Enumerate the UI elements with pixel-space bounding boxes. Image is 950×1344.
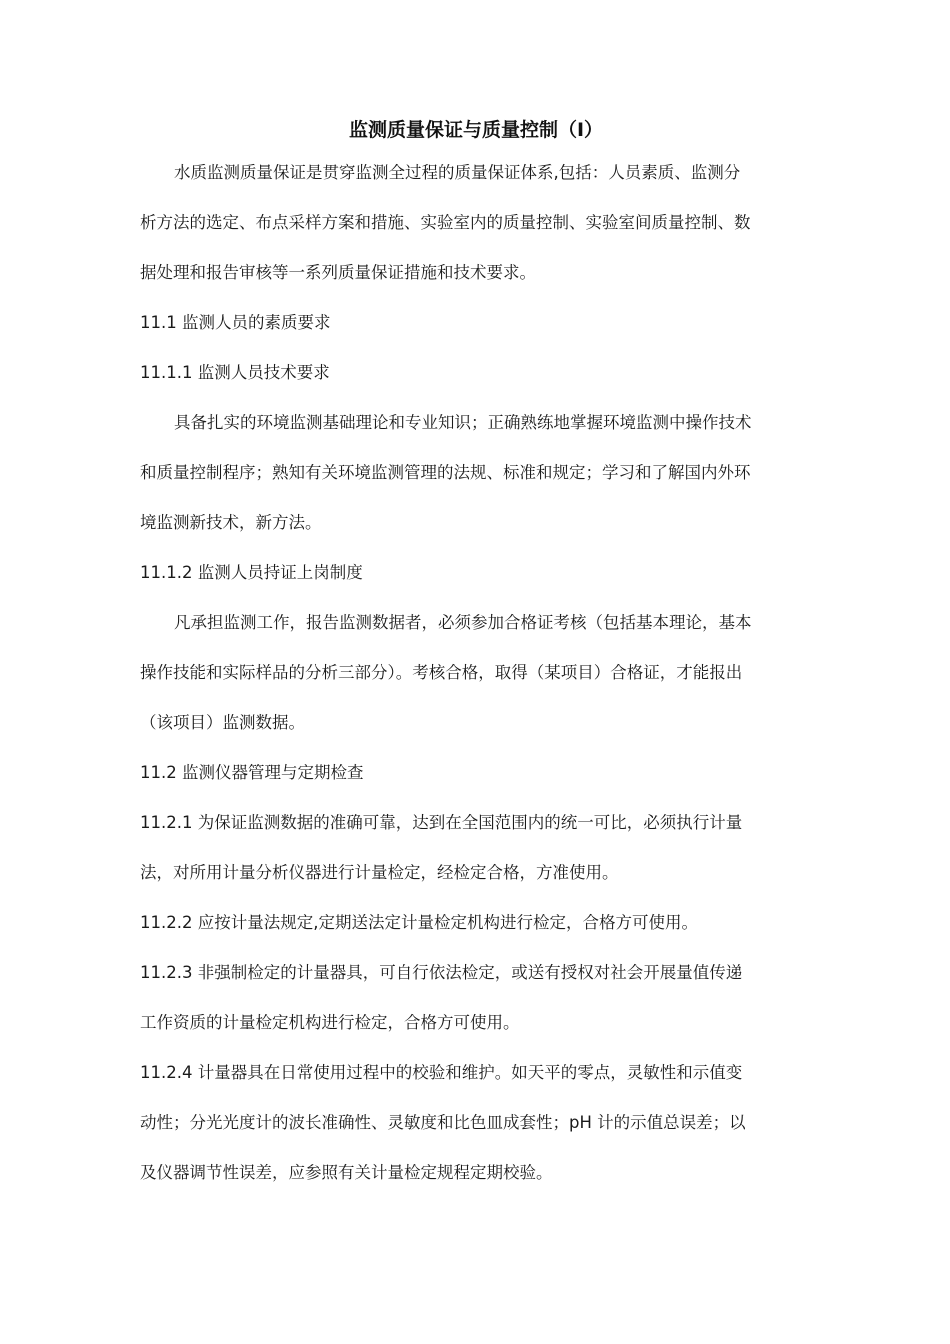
paragraph-line: 和质量控制程序；熟知有关环境监测管理的法规、标准和规定；学习和了解国内外环	[140, 463, 751, 482]
paragraph-line: 境监测新技术，新方法。	[140, 513, 322, 532]
item-11-2-1	[140, 798, 812, 898]
paragraph-line: 水质监测质量保证是贯穿监测全过程的质量保证体系,包括：人员素质、监测分	[174, 163, 741, 182]
paragraph-line: 具备扎实的环境监测基础理论和专业知识；正确熟练地掌握环境监测中操作技术	[174, 413, 752, 432]
item-11-2-4	[140, 1048, 812, 1198]
paragraph-line: （该项目）监测数据。	[140, 713, 305, 732]
paragraph-line: 11.2.1 为保证监测数据的准确可靠，达到在全国范围内的统一可比，必须执行计量	[140, 813, 743, 832]
paragraph-line: 及仪器调节性误差，应参照有关计量检定规程定期校验。	[140, 1163, 553, 1182]
item-11-2-3	[140, 948, 812, 1048]
paragraph-line: 工作资质的计量检定机构进行检定，合格方可使用。	[140, 1013, 520, 1032]
paragraph-line: 11.2.3 非强制检定的计量器具，可自行依法检定，或送有授权对社会开展量值传递	[140, 963, 743, 982]
section-heading-11-1: 11.1 监测人员的素质要求	[140, 313, 331, 332]
section-heading-11-1-1: 11.1.1 监测人员技术要求	[140, 363, 330, 382]
technical-requirements-paragraph	[140, 398, 812, 548]
paragraph-line: 凡承担监测工作，报告监测数据者，必须参加合格证考核（包括基本理论，基本	[174, 613, 752, 632]
item-11-2-2	[140, 898, 812, 948]
certification-paragraph	[140, 598, 812, 748]
intro-paragraph	[140, 148, 812, 298]
section-heading-11-1-2: 11.1.2 监测人员持证上岗制度	[140, 563, 363, 582]
document-title: 监测质量保证与质量控制（I）	[348, 119, 604, 141]
paragraph-line: 析方法的选定、布点采样方案和措施、实验室内的质量控制、实验室间质量控制、数	[140, 213, 751, 232]
paragraph-line: 法，对所用计量分析仪器进行计量检定，经检定合格，方准使用。	[140, 863, 619, 882]
document-body	[140, 112, 812, 1198]
paragraph-line: 动性；分光光度计的波长准确性、灵敏度和比色皿成套性；pH 计的示值总误差；以	[140, 1113, 746, 1132]
paragraph-line: 11.2.2 应按计量法规定,定期送法定计量检定机构进行检定，合格方可使用。	[140, 913, 698, 932]
paragraph-line: 操作技能和实际样品的分析三部分）。考核合格，取得（某项目）合格证，才能报出	[140, 663, 743, 682]
section-heading-11-2: 11.2 监测仪器管理与定期检查	[140, 763, 364, 782]
paragraph-line: 据处理和报告审核等一系列质量保证措施和技术要求。	[140, 263, 536, 282]
paragraph-line: 11.2.4 计量器具在日常使用过程中的校验和维护。如天平的零点，灵敏性和示值变	[140, 1063, 743, 1082]
